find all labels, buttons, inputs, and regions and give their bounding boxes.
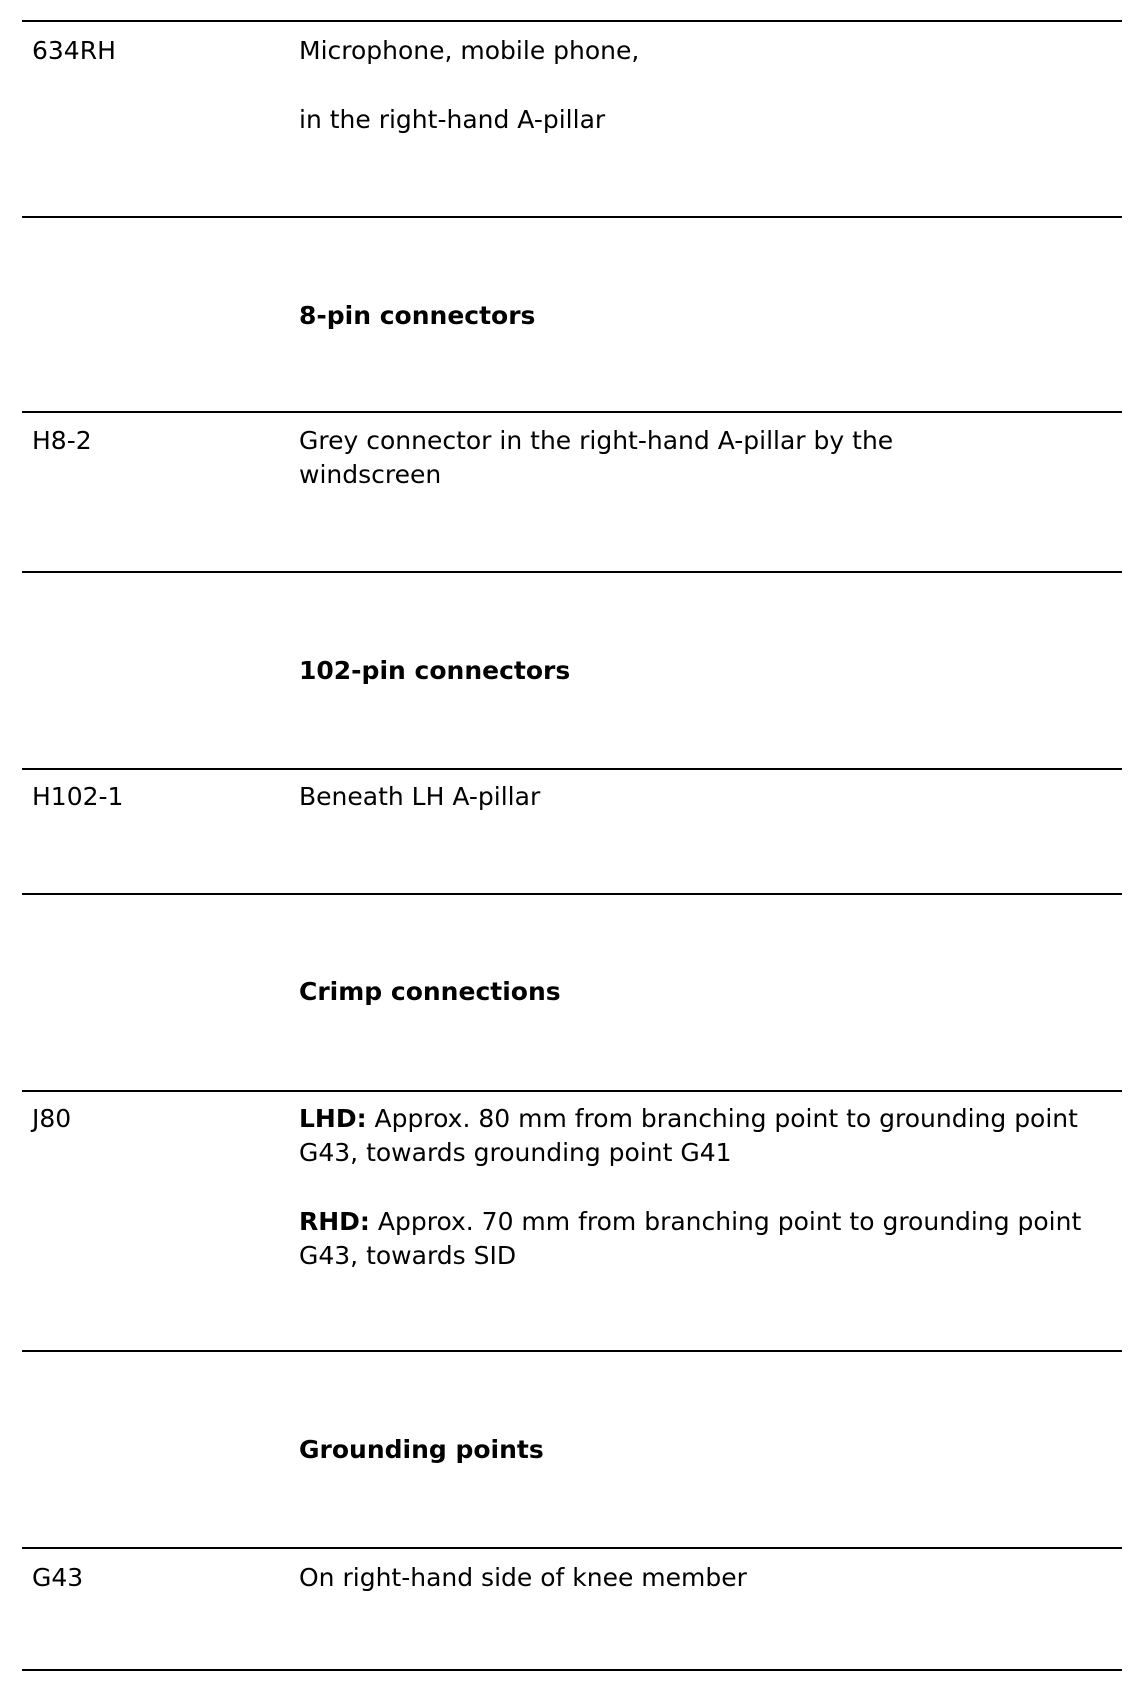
table-rule (22, 1090, 1122, 1092)
component-description: Grey connector in the right-hand A-pillar by the windscreen (299, 426, 894, 489)
component-description (299, 1102, 1111, 1273)
table-rule (22, 768, 1122, 770)
rhd-label: RHD: (299, 1207, 370, 1236)
lhd-paragraph (299, 1102, 1111, 1170)
component-code: J80 (32, 1104, 72, 1133)
component-code: H102-1 (32, 782, 124, 811)
table-rule (22, 216, 1122, 218)
rhd-text: Approx. 70 mm from branching point to grounding point G43, towards SID (299, 1207, 1082, 1270)
section-heading: Grounding points (299, 1435, 544, 1464)
component-description: Beneath LH A-pillar (299, 782, 541, 811)
table-rule (22, 1547, 1122, 1549)
component-code: G43 (32, 1563, 84, 1592)
lhd-text: Approx. 80 mm from branching point to grounding point G43, towards grounding point G41 (299, 1104, 1078, 1167)
lhd-label: LHD: (299, 1104, 367, 1133)
section-heading: 102-pin connectors (299, 656, 571, 685)
table-rule (22, 1669, 1122, 1671)
table-rule (22, 411, 1122, 413)
description-line: Microphone, mobile phone, (299, 36, 640, 65)
component-code: H8-2 (32, 426, 92, 455)
component-description: On right-hand side of knee member (299, 1563, 747, 1592)
table-rule (22, 571, 1122, 573)
section-heading: Crimp connections (299, 977, 561, 1006)
section-heading: 8-pin connectors (299, 301, 536, 330)
component-code: 634RH (32, 36, 116, 65)
component-description (299, 34, 1111, 137)
table-rule (22, 893, 1122, 895)
rhd-paragraph (299, 1205, 1111, 1273)
table-rule (22, 1350, 1122, 1352)
description-line: in the right-hand A-pillar (299, 105, 606, 134)
table-rule (22, 20, 1122, 22)
